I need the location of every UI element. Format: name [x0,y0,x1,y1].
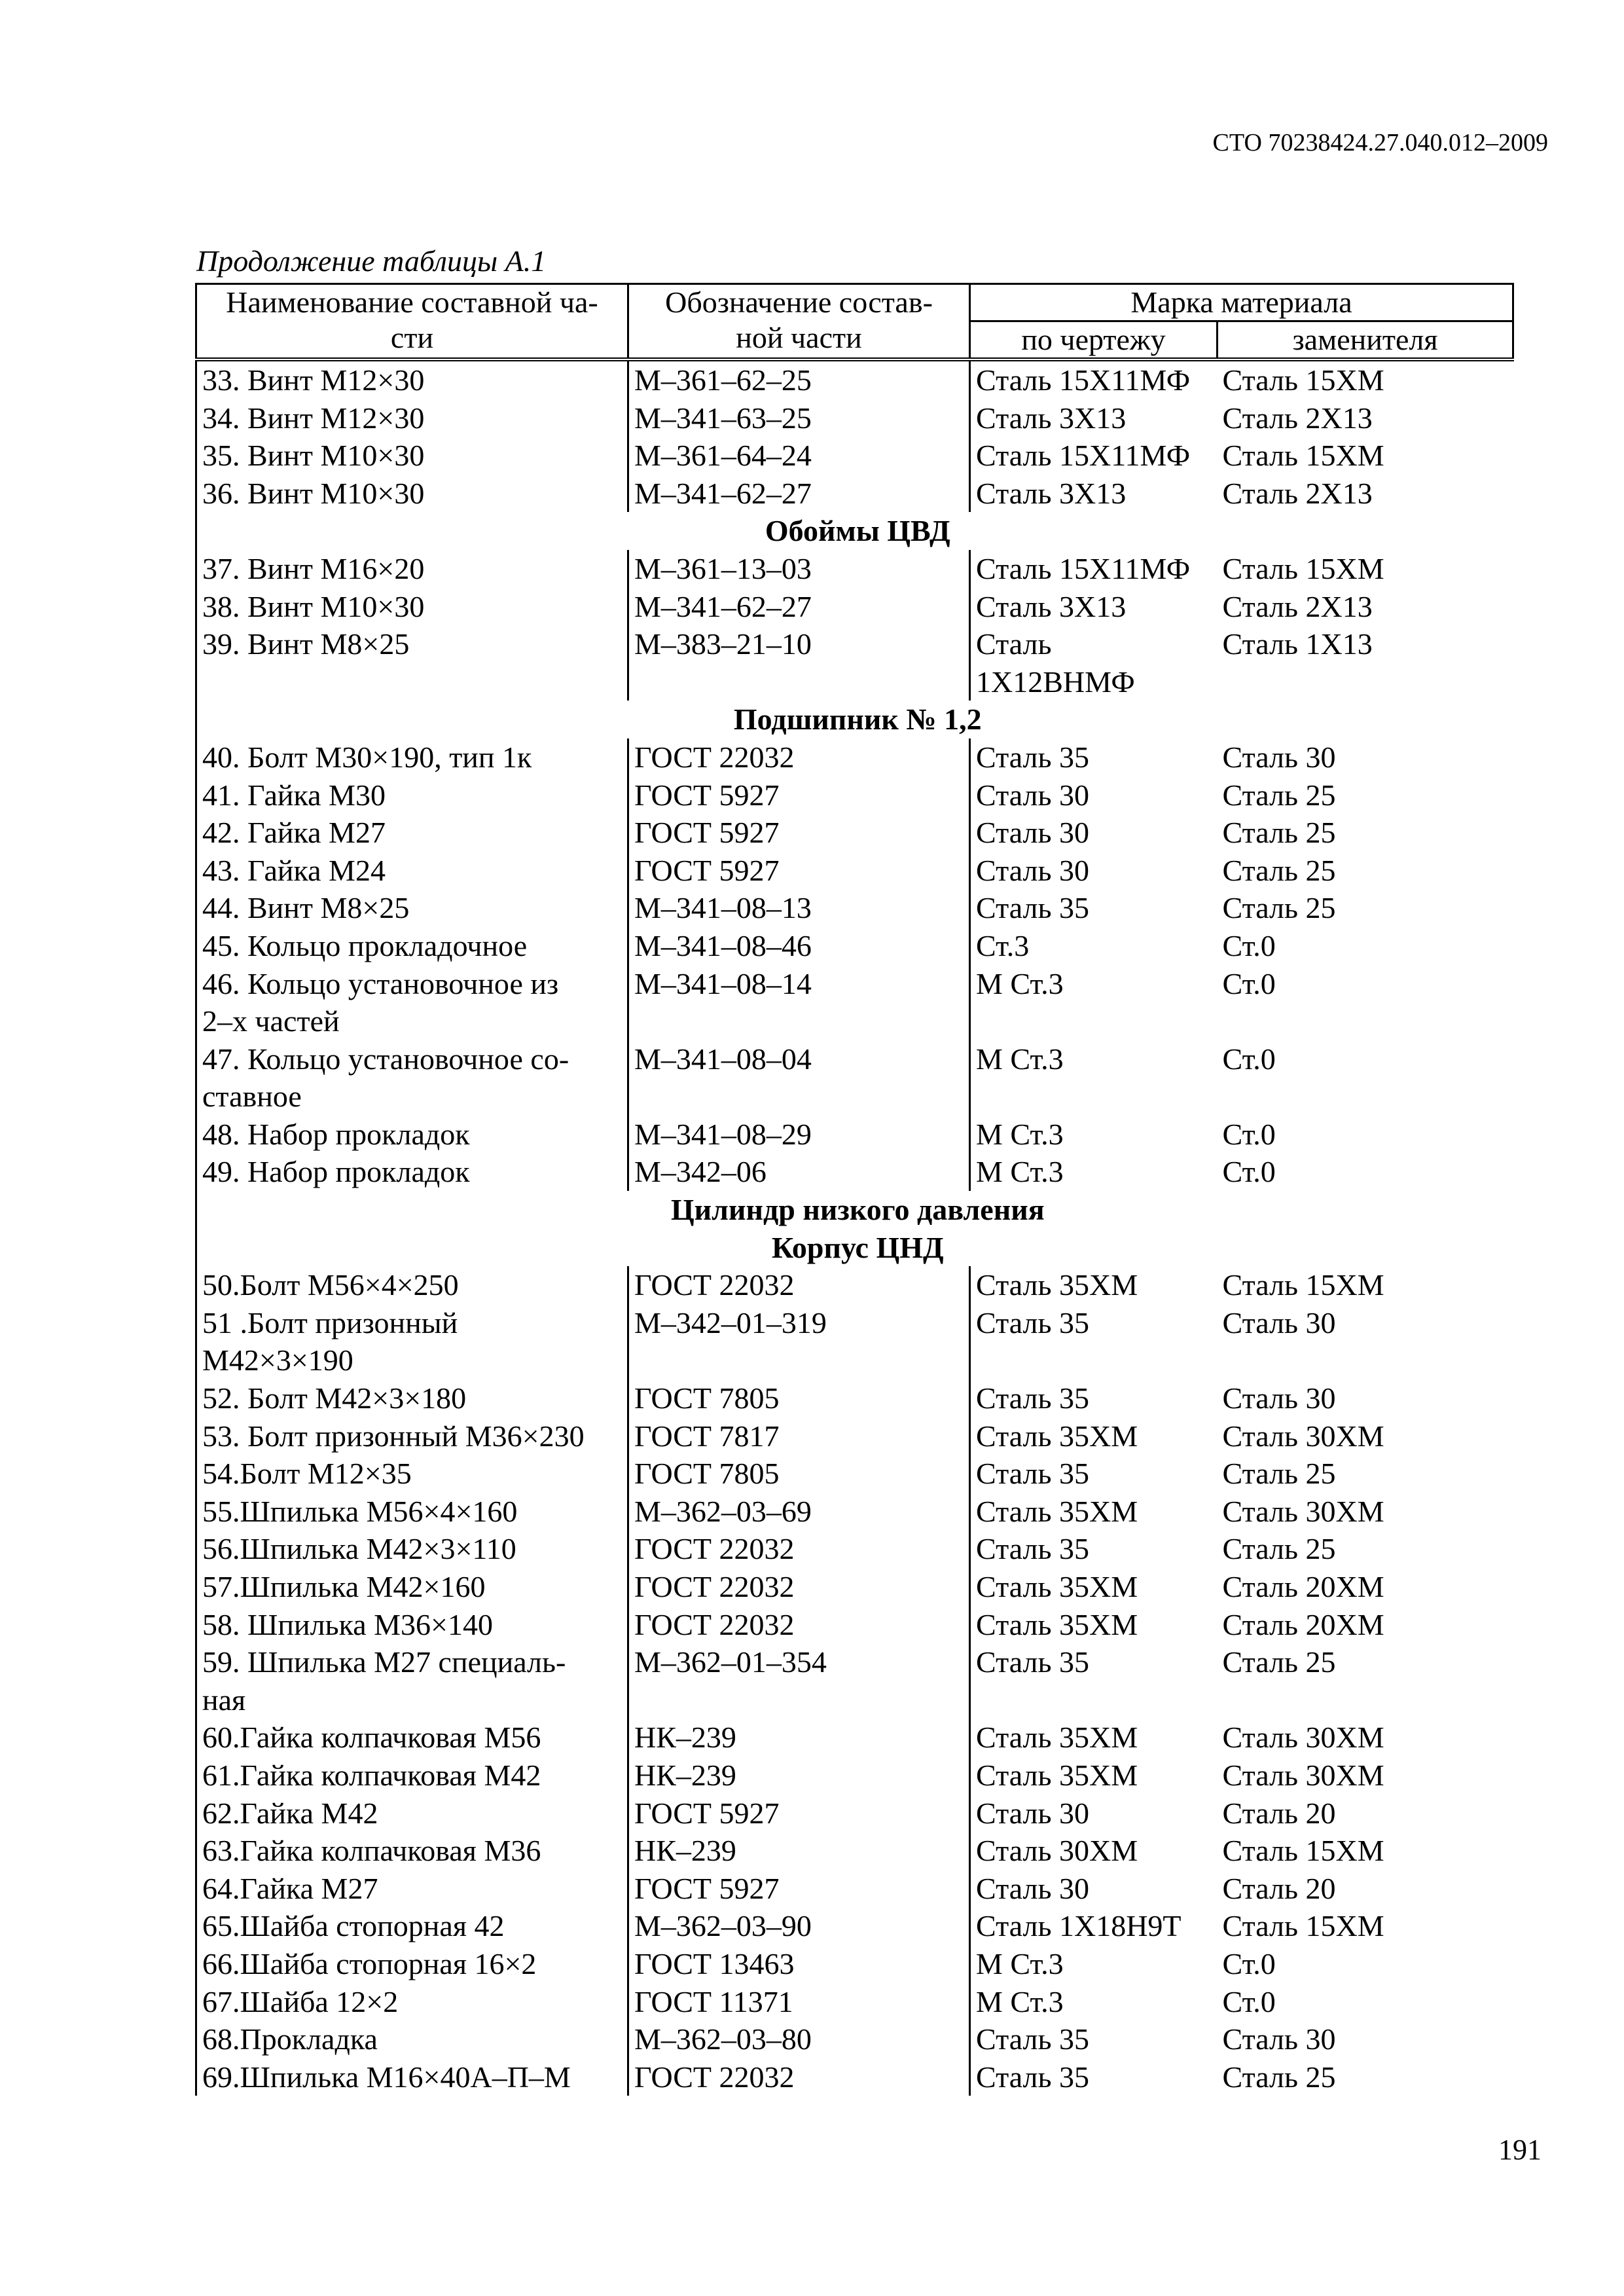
table-row [196,2020,1513,2058]
table-row [196,1379,1513,1417]
designation-cell: ГОСТ 22032 [628,1266,970,1304]
table-row [196,1266,1513,1304]
table-row [196,1945,1513,1983]
part-name-cell: 69.Шпилька М16×40А–П–М [196,2058,628,2096]
substitute-cell: Сталь 30ХМ [1222,1721,1384,1755]
table-row [196,588,1513,626]
substitute-cell: Сталь 15ХМ [1222,1268,1384,1302]
substitute-cell: Сталь 15ХМ [1222,551,1384,585]
part-name-cell: 38. Винт М10×30 [196,588,628,626]
material-cell: Сталь 1Х12ВНМФ [970,625,1218,701]
material-cell: Сталь 1Х18Н9Т [970,1907,1218,1945]
part-name-cell: 64.Гайка М27 [196,1870,628,1908]
table-row [196,814,1513,852]
designation-cell: М–362–01–354 [628,1643,970,1719]
section-heading: Цилиндр низкого давления [196,1191,1513,1229]
material-cell: Сталь 30 [970,1795,1218,1832]
table-row [196,437,1513,475]
substitute-cell: Сталь 15ХМ [1222,1834,1384,1868]
designation-cell: ГОСТ 22032 [628,1568,970,1606]
part-name-cell: 65.Шайба стопорная 42 [196,1907,628,1945]
part-name-cell: 37. Винт М16×20 [196,550,628,588]
material-cell: Сталь 35ХМ [970,1606,1218,1644]
substitute-cell: Ст.0 [1222,1117,1276,1151]
designation-cell: ГОСТ 5927 [628,814,970,852]
designation-cell: ГОСТ 22032 [628,1530,970,1568]
designation-cell: М–341–08–13 [628,889,970,927]
table-row [196,399,1513,437]
table-row [196,927,1513,965]
material-cell: М Ст.3 [970,1983,1218,2021]
part-name-cell: 46. Кольцо установочное из 2–х частей [196,965,628,1040]
substitute-cell: Сталь 30ХМ [1222,1758,1384,1792]
header-part-name: Наименование составной ча- сти [196,284,628,360]
designation-cell: М–342–01–319 [628,1304,970,1379]
table-row [196,1493,1513,1531]
material-cell: Сталь 35 [970,889,1218,927]
material-cell: Сталь 35ХМ [970,1493,1218,1531]
part-name-cell: 45. Кольцо прокладочное [196,927,628,965]
substitute-cell: Ст.0 [1222,1155,1276,1189]
part-name-cell: 51 .Болт призонный М42×3×190 [196,1304,628,1379]
part-name-cell: 40. Болт М30×190, тип 1к [196,738,628,776]
table-row [196,1643,1513,1719]
part-name-cell: 48. Набор прокладок [196,1116,628,1154]
material-cell: М Ст.3 [970,1153,1218,1191]
part-name-cell: 44. Винт М8×25 [196,889,628,927]
substitute-cell: Сталь 25 [1222,778,1336,812]
designation-cell: М–342–06 [628,1153,970,1191]
part-name-cell: 60.Гайка колпачковая М56 [196,1719,628,1757]
designation-cell: ГОСТ 11371 [628,1983,970,2021]
material-cell: Сталь 15Х11МФ [970,437,1218,475]
material-cell: Сталь 30 [970,852,1218,890]
materials-table [195,283,1514,2096]
designation-cell: ГОСТ 7817 [628,1417,970,1455]
designation-cell: ГОСТ 5927 [628,776,970,814]
substitute-cell: Ст.0 [1222,1042,1276,1076]
material-cell: Ст.3 [970,927,1218,965]
material-cell: Сталь 30ХМ [970,1832,1218,1870]
document-code: СТО 70238424.27.040.012–2009 [1212,129,1548,156]
part-name-cell: 61.Гайка колпачковая М42 [196,1757,628,1795]
part-name-cell: 68.Прокладка [196,2020,628,2058]
material-cell: Сталь 3Х13 [970,475,1218,513]
table-row [196,1832,1513,1870]
substitute-cell: Сталь 2Х13 [1222,401,1373,435]
designation-cell: М–341–08–14 [628,965,970,1040]
material-cell: Сталь 35ХМ [970,1719,1218,1757]
header-material-grade: Марка материала [970,284,1513,321]
table-row [196,1455,1513,1493]
material-cell: Сталь 15Х11МФ [970,550,1218,588]
part-name-cell: 58. Шпилька М36×140 [196,1606,628,1644]
designation-cell: ГОСТ 5927 [628,852,970,890]
part-name-cell: 33. Винт М12×30 [196,359,628,399]
substitute-cell: Сталь 30 [1222,1381,1336,1415]
header-by-drawing: по чертежу [970,321,1218,360]
designation-cell: ГОСТ 22032 [628,1606,970,1644]
substitute-cell: Сталь 20 [1222,1871,1336,1905]
header-designation: Обозначение состав- ной части [628,284,970,360]
designation-cell: НК–239 [628,1832,970,1870]
table-row [196,852,1513,890]
designation-cell: ГОСТ 13463 [628,1945,970,1983]
substitute-cell: Ст.0 [1222,1984,1276,2018]
material-cell: М Ст.3 [970,965,1218,1040]
table-row [196,550,1513,588]
part-name-cell: 53. Болт призонный М36×230 [196,1417,628,1455]
designation-cell: М–383–21–10 [628,625,970,701]
designation-cell: М–362–03–90 [628,1907,970,1945]
header-substitute: заменителя [1218,321,1513,360]
substitute-cell: Сталь 15ХМ [1222,1909,1384,1943]
substitute-cell: Сталь 20ХМ [1222,1607,1384,1641]
table-row [196,2058,1513,2096]
substitute-cell: Сталь 20 [1222,1796,1336,1830]
material-cell: Сталь 35ХМ [970,1568,1218,1606]
designation-cell: М–341–08–29 [628,1116,970,1154]
part-name-cell: 67.Шайба 12×2 [196,1983,628,2021]
table-row [196,1153,1513,1191]
part-name-cell: 59. Шпилька М27 специаль- ная [196,1643,628,1719]
table-row [196,1116,1513,1154]
part-name-cell: 43. Гайка М24 [196,852,628,890]
designation-cell: М–341–08–46 [628,927,970,965]
material-cell: Сталь 35 [970,1304,1218,1379]
material-cell: Сталь 35ХМ [970,1417,1218,1455]
part-name-cell: 35. Винт М10×30 [196,437,628,475]
substitute-cell: Сталь 25 [1222,1645,1336,1679]
substitute-cell: Ст.0 [1222,928,1276,962]
designation-cell: ГОСТ 7805 [628,1379,970,1417]
substitute-cell: Сталь 15ХМ [1218,359,1513,399]
substitute-cell: Сталь 30ХМ [1222,1494,1384,1528]
table-row [196,1795,1513,1832]
substitute-cell: Сталь 30 [1222,1305,1336,1339]
substitute-cell: Сталь 25 [1222,1457,1336,1491]
part-name-cell: 49. Набор прокладок [196,1153,628,1191]
part-name-cell: 54.Болт М12×35 [196,1455,628,1493]
designation-cell: М–362–03–69 [628,1493,970,1531]
table-row [196,738,1513,776]
designation-cell: М–361–64–24 [628,437,970,475]
table-row [196,1907,1513,1945]
part-name-cell: 57.Шпилька М42×160 [196,1568,628,1606]
designation-cell: ГОСТ 7805 [628,1455,970,1493]
table-row [196,1606,1513,1644]
table-body [196,359,1513,2096]
material-cell: Сталь 35 [970,1455,1218,1493]
material-cell: Сталь 3Х13 [970,588,1218,626]
substitute-cell: Ст.0 [1222,1946,1276,1980]
part-name-cell: 52. Болт М42×3×180 [196,1379,628,1417]
table-row [196,1568,1513,1606]
table-row [196,1304,1513,1379]
material-cell: Сталь 35 [970,2058,1218,2096]
designation-cell: М–362–03–80 [628,2020,970,2058]
substitute-cell: Сталь 30 [1222,2022,1336,2056]
part-name-cell: 34. Винт М12×30 [196,399,628,437]
table-caption: Продолжение таблицы А.1 [196,244,547,278]
table-row [196,1417,1513,1455]
part-name-cell: 36. Винт М10×30 [196,475,628,513]
part-name-cell: 39. Винт М8×25 [196,625,628,701]
table-row [196,1757,1513,1795]
designation-cell: ГОСТ 5927 [628,1795,970,1832]
substitute-cell: Сталь 15ХМ [1222,439,1384,473]
designation-cell: ГОСТ 22032 [628,738,970,776]
material-cell: Сталь 35 [970,738,1218,776]
section-row [196,701,1513,738]
part-name-cell: 66.Шайба стопорная 16×2 [196,1945,628,1983]
substitute-cell: Ст.0 [1222,966,1276,1000]
material-cell: М Ст.3 [970,1116,1218,1154]
material-cell: Сталь 15Х11МФ [970,359,1218,399]
substitute-cell: Сталь 2Х13 [1222,476,1373,510]
part-name-cell: 50.Болт М56×4×250 [196,1266,628,1304]
table-row [196,1530,1513,1568]
part-name-cell: 62.Гайка М42 [196,1795,628,1832]
substitute-cell: Сталь 20ХМ [1222,1570,1384,1603]
substitute-cell: Сталь 25 [1222,853,1336,887]
material-cell: Сталь 30 [970,1870,1218,1908]
table-row [196,1719,1513,1757]
part-name-cell: 55.Шпилька М56×4×160 [196,1493,628,1531]
designation-cell: М–341–63–25 [628,399,970,437]
designation-cell: НК–239 [628,1757,970,1795]
section-row [196,512,1513,550]
section-heading: Подшипник № 1,2 [196,701,1513,738]
substitute-cell: Сталь 30ХМ [1222,1419,1384,1453]
section-row [196,1191,1513,1229]
table-row [196,776,1513,814]
designation-cell: М–341–62–27 [628,475,970,513]
material-cell: Сталь 35 [970,2020,1218,2058]
part-name-cell: 56.Шпилька М42×3×110 [196,1530,628,1568]
designation-cell: М–341–08–04 [628,1040,970,1116]
part-name-cell: 63.Гайка колпачковая М36 [196,1832,628,1870]
substitute-cell: Сталь 2Х13 [1222,589,1373,623]
table-row [196,1983,1513,2021]
substitute-cell: Сталь 1Х13 [1222,627,1373,661]
substitute-cell: Сталь 25 [1222,816,1336,850]
section-heading: Обоймы ЦВД [196,512,1513,550]
table-row [196,625,1513,701]
designation-cell: М–341–62–27 [628,588,970,626]
page-number: 191 [1498,2134,1542,2166]
material-cell: Сталь 30 [970,814,1218,852]
table-row [196,359,1513,399]
designation-cell: ГОСТ 22032 [628,2058,970,2096]
table-row [196,1040,1513,1116]
material-cell: Сталь 35 [970,1379,1218,1417]
material-cell: М Ст.3 [970,1945,1218,1983]
table-row [196,889,1513,927]
material-cell: Сталь 35 [970,1530,1218,1568]
designation-cell: М–361–13–03 [628,550,970,588]
substitute-cell: Сталь 25 [1222,891,1336,925]
substitute-cell: Сталь 30 [1222,740,1336,774]
material-cell: Сталь 35ХМ [970,1757,1218,1795]
designation-cell: НК–239 [628,1719,970,1757]
material-cell: Сталь 3Х13 [970,399,1218,437]
section-heading: Корпус ЦНД [196,1229,1513,1267]
designation-cell: М–361–62–25 [628,359,970,399]
table-row [196,965,1513,1040]
table-row [196,475,1513,513]
part-name-cell: 42. Гайка М27 [196,814,628,852]
material-cell: М Ст.3 [970,1040,1218,1116]
substitute-cell: Сталь 25 [1222,2060,1336,2094]
substitute-cell: Сталь 25 [1222,1532,1336,1566]
designation-cell: ГОСТ 5927 [628,1870,970,1908]
part-name-cell: 41. Гайка М30 [196,776,628,814]
table-row [196,1870,1513,1908]
material-cell: Сталь 30 [970,776,1218,814]
section-row [196,1229,1513,1267]
material-cell: Сталь 35ХМ [970,1266,1218,1304]
material-cell: Сталь 35 [970,1643,1218,1719]
part-name-cell: 47. Кольцо установочное со- ставное [196,1040,628,1116]
